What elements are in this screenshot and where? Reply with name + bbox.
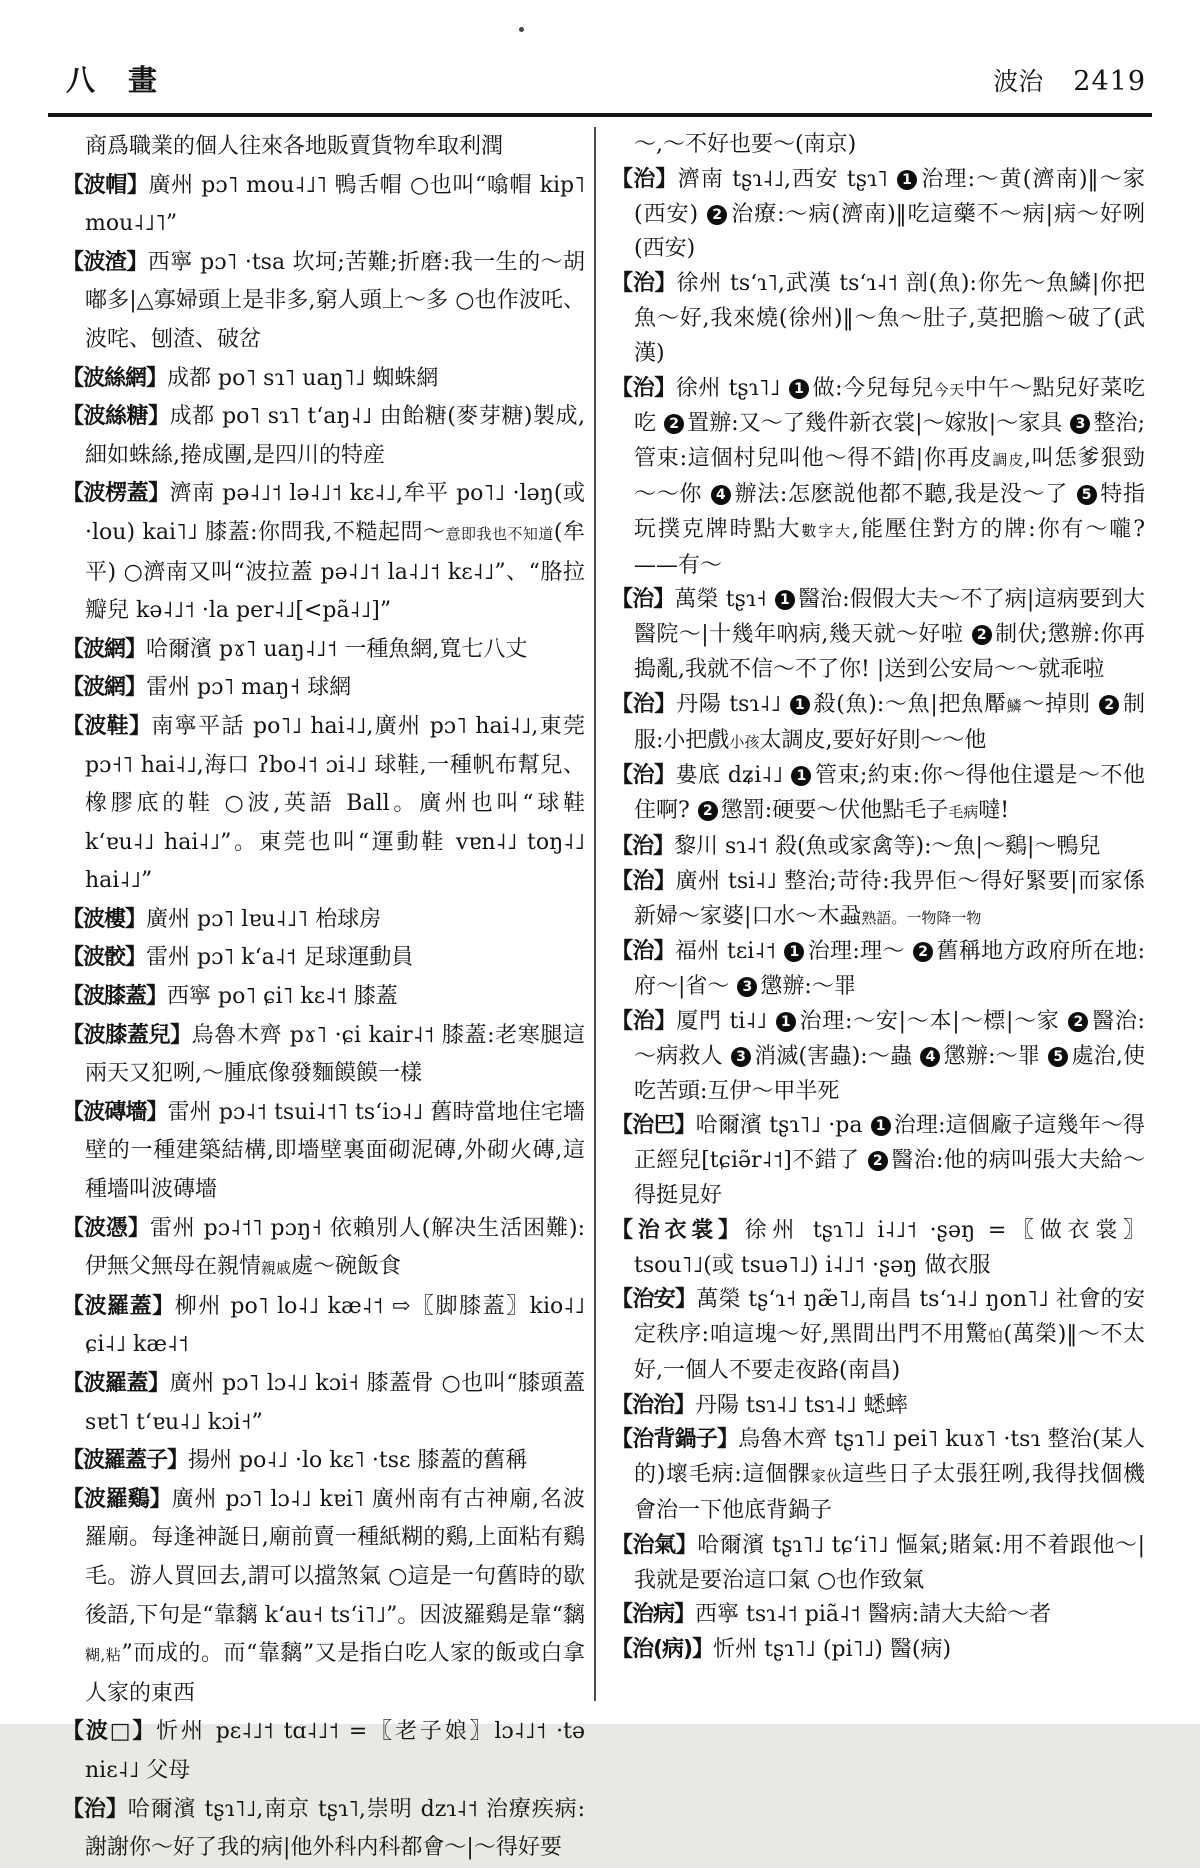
- entry-text: 烏魯木齊 tʂɿ˥˩ pei˥ kuɤ˥ ·tsɿ 整治(某人的)壞毛病:這個髁: [634, 1427, 1145, 1488]
- entry-text: 哈爾濱 tʂɿ˥˩ ·pa: [695, 1113, 870, 1139]
- entry-text: 西寧 tsɿ˨˦ piã˨˦ 醫病:請大夫給～者: [695, 1602, 1052, 1628]
- headword: 【波樓】: [62, 906, 147, 932]
- sense-number-badge: 3: [731, 1047, 751, 1067]
- entry-text: 萬榮 tʂɿ˧: [674, 587, 774, 613]
- dict-entry: [62, 1017, 585, 1094]
- headword: 【治】: [62, 1796, 128, 1822]
- entry-text: 廣州 pɔ˥ lɐu˨˩˥ 枱球房: [146, 906, 382, 932]
- entry-text: 醫治:假假大夫～不了病|這病要到大醫院～|十幾年吶病,幾天就～好啦: [634, 587, 1145, 648]
- sense-number-badge: 5: [1048, 1047, 1068, 1067]
- sense-number-badge: 1: [871, 1116, 891, 1136]
- entry-text: 整治;管束:這個村兒叫他～得不錯|你再皮: [634, 411, 1146, 472]
- dict-entry: [611, 163, 1145, 267]
- small-annotation: 毛病: [948, 803, 979, 822]
- headword: 【治背鍋子】: [611, 1427, 739, 1453]
- small-annotation: 熟語。一物降一物: [861, 908, 982, 927]
- entry-text: 懲罰:硬要～伏他點毛子: [720, 798, 949, 824]
- headword: 【波網】: [62, 675, 147, 701]
- entry-text: 濟南 tʂɿ˨˩,西安 tʂɿ˥: [677, 166, 897, 192]
- dict-entry: [611, 1005, 1145, 1109]
- headword: 【波羅鷄】: [62, 1486, 172, 1512]
- entry-text: 特指玩撲克牌時點大: [634, 481, 1145, 542]
- small-annotation: 小孩: [729, 732, 760, 751]
- entry-text: 徐州 tʂɿ˥˩: [675, 375, 788, 401]
- entry-text: 哈爾濱 tʂɿ˥˩ tɕʻi˥˩ 慪氣;賭氣:用不着跟他～|我就是要治這口氣 ○也作致氣: [634, 1532, 1145, 1593]
- small-annotation: 糊,粘: [85, 1646, 122, 1665]
- entry-text: ～掉則: [1022, 691, 1099, 717]
- entry-text: 制伏;懲辦:你再搗亂,我就不信～不了你! |送到公安局～～就乖啦: [634, 622, 1146, 682]
- headword: 【波骹】: [62, 945, 147, 971]
- sense-number-badge: 1: [784, 942, 804, 962]
- entry-text: ,能壓住對方的牌:你有～嚨? ——有～: [634, 516, 1145, 578]
- entry-text: 徐州 tsʻɿ˥,武漢 tsʻɿ˨˦ 剖(魚):你先～魚鱗|你把魚～好,我來燒(徐州)‖～魚～肚子,莫把膽～破了(武漢): [634, 271, 1145, 366]
- headword: 【治】: [611, 375, 676, 401]
- dict-entry: [611, 830, 1145, 865]
- dict-entry: [62, 669, 585, 708]
- entry-text: 雷州 pɔ˥ kʻa˨˦ 足球運動員: [146, 945, 414, 971]
- headword: 【治巴】: [611, 1113, 696, 1139]
- sense-number-badge: 2: [698, 801, 718, 821]
- dict-entry: [62, 631, 585, 670]
- headword: 【波鞋】: [62, 713, 152, 739]
- dict-entry: [611, 1389, 1145, 1424]
- entry-text: 揚州 po˨˩ ·lo kɛ˥ ·tsɛ 膝蓋的舊稱: [188, 1448, 528, 1474]
- entry-text: 黎川 sɿ˨˦ 殺(魚或家禽等):～魚|～鷄|～鴨兒: [674, 833, 1101, 859]
- sense-number-badge: 4: [920, 1047, 940, 1067]
- entry-text: 成都 po˥ sɿ˥ tʻaŋ˨˩ 由飴糖(麥芽糖)製成,細如蛛絲,捲成團,是四川的特産: [85, 404, 585, 468]
- headword: 【治氣】: [611, 1532, 698, 1558]
- small-annotation: 調皮: [992, 451, 1025, 470]
- entry-text: 治理:～黄(濟南)‖～家(西安): [634, 166, 1145, 227]
- dict-entry: [62, 1365, 585, 1442]
- entry-text: 忻州 tʂɿ˥˩ (pi˥˩) 醫(病): [713, 1637, 952, 1663]
- entry-text: 雷州 pɔ˨˦˥ pɔŋ˧ 依賴別人(解决生活困難):伊無父無母在親情: [85, 1215, 585, 1280]
- headword: 【波□】: [62, 1719, 157, 1745]
- small-annotation: 今天: [933, 380, 965, 399]
- headword: 【治治】: [611, 1392, 696, 1418]
- headword: 【波楞蓋】: [62, 481, 170, 507]
- dict-entry: [611, 1529, 1145, 1599]
- headword: 【治】: [611, 587, 675, 613]
- sense-number-badge: 2: [868, 1151, 888, 1171]
- entry-text: 置辦:又～了幾件新衣裳|～嫁妝|～家具: [687, 411, 1070, 437]
- dict-entry: [62, 1094, 585, 1210]
- sense-number-badge: 2: [664, 414, 684, 434]
- entry-text: 廣州 pɔ˥ lɔ˨˩ kɔi˧ 膝蓋骨 ○也叫“膝頭蓋 sɐt˥ tʻɐu˨˩ kɔi˧”: [85, 1371, 585, 1435]
- dict-entry: [611, 1283, 1145, 1388]
- headword: 【治】: [611, 1008, 677, 1034]
- entry-text: 醫治:～病救人: [634, 1008, 1145, 1069]
- entry-text: 忻州 pɛ˨˩˦ tɑ˨˩˦ =〖老子娘〗lɔ˨˩˦ ·tə niɛ˨˩ 父母: [85, 1719, 585, 1783]
- entry-continuation: [611, 128, 1145, 163]
- headword: 【治】: [611, 166, 678, 192]
- dict-entry: [62, 244, 585, 360]
- small-annotation: 鱗: [1006, 696, 1023, 715]
- dict-entry: [62, 360, 585, 399]
- entry-text: 濟南 pə˨˩˦ lə˨˩˦ kɛ˨˩,牟平 po˥˩ ·ləŋ(或 ·lou) kai˥˩ 膝蓋:你問我,不糙起問～: [85, 481, 585, 545]
- sense-number-badge: 2: [972, 625, 992, 645]
- dict-entry: [611, 865, 1145, 936]
- headword: 【波帽】: [62, 172, 149, 198]
- entry-text: 柳州 po˥ lo˨˩ kæ˨˦ ⇨〖脚膝蓋〗kio˨˩ ɕi˨˩ kæ˨˦: [85, 1293, 585, 1358]
- entry-text: ,叫恁爹狠勁～～你: [634, 446, 1146, 507]
- dict-entry: [62, 1791, 585, 1868]
- dict-entry: [611, 1214, 1145, 1284]
- headword: 【波網】: [62, 636, 147, 662]
- entry-text: 處治,使吃苦頭:互伊～甲半死: [634, 1043, 1146, 1104]
- running-head-section: 八 畫: [66, 63, 160, 97]
- dict-entry: [62, 1288, 585, 1365]
- entry-text: 治理:這個廠子這幾年～得正經兒[tɕiə̃r˨˦]不錯了: [634, 1113, 1145, 1174]
- entry-text: 丹陽 tsɿ˨˩ tsɿ˨˩ 蟋蟀: [695, 1392, 908, 1418]
- entry-text: 治理:～安|～本|～標|～家: [798, 1008, 1068, 1034]
- headword: 【波羅蓋】: [62, 1371, 170, 1396]
- entry-text: 這些日子太張狂咧,我得找個機會治一下他底背鍋子: [634, 1462, 1145, 1524]
- entry-text: 雷州 pɔ˨˦ tsui˨˦˥ tsʻiɔ˨˩ 舊時當地住宅墻壁的一種建築結構,即墻壁裏面砌泥磚,外砌火磚,這種墻叫波磚墻: [85, 1099, 585, 1203]
- entry-text: 太調皮,要好好則～～他: [759, 727, 987, 753]
- dict-entry: [62, 978, 585, 1017]
- dict-entry: [611, 1633, 1145, 1668]
- dict-entry: [611, 1109, 1145, 1213]
- entry-text: 徐州 tʂɿ˥˩ i˨˩˦ ·ʂəŋ =〖做衣裳〗tsou˥˩(或 tsuə˥˩) i˨˩˦ ·ʂəŋ 做衣服: [634, 1217, 1145, 1278]
- entry-text: (牟平) ○濟南又叫“波拉蓋 pə˨˩˦ la˨˩˦ kɛ˨˩”、“胳拉瓣兒 kə˨˩˦ ·la per˨˩[<pã˨˩]”: [85, 519, 585, 624]
- small-annotation: 家伙: [810, 1467, 843, 1486]
- dict-entry: [611, 1598, 1145, 1633]
- dict-entry: [62, 1713, 585, 1790]
- entry-text: 廣州 pɔ˥ lɔ˨˩ kɐi˥ 廣州南有古神廟,名波羅廟。每逢神誕日,廟前賣一種紙糊的鷄,上面粘有鷄毛。游人買回去,謂可以擋煞氣 ○這是一句舊時的歇後語,下句是“靠黐 kʻau˧ tsʻi˥˩”。因波羅鷄是靠“黐: [85, 1486, 585, 1628]
- headword: 【波渣】: [62, 249, 148, 275]
- entry-text: 懲辦:～罪: [760, 974, 856, 1000]
- sense-number-badge: 4: [711, 485, 731, 505]
- sense-number-badge: 1: [897, 170, 917, 190]
- entry-text: 商爲職業的個人往來各地販賣貨物牟取利潤: [85, 134, 504, 159]
- headword: 【波磚墻】: [62, 1099, 168, 1125]
- running-head-thumb-word: 波治: [993, 67, 1044, 96]
- entry-text: 殺(魚):～魚|把魚厴: [812, 691, 1007, 717]
- sense-number-badge: 2: [913, 942, 933, 962]
- dict-entry: [62, 708, 585, 901]
- entry-text: 烏魯木齊 pɤ˥ ·ɕi kair˨˦ 膝蓋:老寒腿這兩天又犯咧,～腫底像發麵饃饃一樣: [85, 1022, 585, 1087]
- header-rule: [48, 113, 1152, 117]
- entry-text: 廣州 tsi˨˩ 整治;苛待:我畀佢～得好緊要|而家係新婦～家婆|口水～木蝨: [634, 868, 1145, 929]
- headword: 【波膝蓋兒】: [62, 1022, 192, 1048]
- entry-text: 制服:小把戲: [634, 691, 1145, 753]
- sense-number-badge: 5: [1077, 485, 1097, 505]
- sense-number-badge: 1: [776, 1012, 796, 1032]
- entry-text: 厦門 ti˨˩: [676, 1008, 775, 1034]
- headword: 【治(病)】: [611, 1637, 714, 1663]
- sense-number-badge: 1: [790, 695, 810, 715]
- sense-number-badge: 1: [775, 590, 795, 610]
- entry-text: 西寧 pɔ˥ ·tsa 坎坷;苦難;折磨:我一生的～胡嘟多|△寡婦頭上是非多,窮人頭上～多 ○也作波吒、波咤、刨渣、破岔: [85, 249, 585, 352]
- entry-text: 做:今兒每兒: [811, 375, 934, 401]
- headword: 【治】: [611, 833, 675, 859]
- sense-number-badge: 2: [707, 205, 727, 225]
- entry-text: 治理:理～: [807, 939, 913, 965]
- column-divider-rule: [594, 127, 596, 1701]
- dict-entry: [611, 1423, 1145, 1528]
- headword: 【治】: [611, 271, 677, 297]
- entry-text: 廣州 pɔ˥ mou˨˩˥ 鴨舌帽 ○也叫“噏帽 kip˥ mou˨˩˥”: [85, 172, 585, 237]
- entry-text: 南寧平話 po˥˩ hai˨˩,廣州 pɔ˥ hai˨˩,東莞 pɔ˧˥ hai˨˩,海口 ʔbo˨˦ ɔi˨˩ 球鞋,一種帆布幫兒、橡膠底的鞋 ○波,英語 Ball。廣州也叫“球鞋 kʻɐu˨˩ hai˨˩”。東莞也叫“運動鞋 vɐn˨˩ toŋ˨˩ hai˨˩”: [85, 713, 585, 894]
- headword: 【波膝蓋】: [62, 984, 168, 1010]
- scan-artifact-dot: [519, 27, 524, 32]
- headword: 【波絲網】: [62, 365, 168, 391]
- running-head-right: [993, 62, 1146, 98]
- entry-text: 成都 po˥ sɿ˥ uaŋ˥˩ 蜘蛛網: [167, 365, 439, 391]
- small-annotation: 意即我也不知道: [445, 524, 554, 543]
- dict-entry: [62, 1442, 585, 1481]
- entry-text: ”而成的。而“靠黐”又是指白吃人家的飯或白拿人家的東西: [85, 1641, 585, 1706]
- sense-number-badge: 3: [1070, 414, 1090, 434]
- entry-text: 消滅(害蟲):～蟲: [753, 1043, 920, 1069]
- headword: 【波絲糖】: [62, 404, 170, 430]
- small-annotation: 親戚: [261, 1259, 292, 1278]
- entry-text: 西寧 po˥ ɕi˥ kɛ˨˦ 膝蓋: [167, 984, 398, 1010]
- dict-entry: [62, 939, 585, 978]
- dict-entry: [62, 167, 585, 244]
- dict-entry: [611, 935, 1145, 1005]
- headword: 【波羅蓋】: [62, 1293, 175, 1319]
- entry-text: 辦法:怎麽説他都不聽,我是没～了: [733, 481, 1076, 507]
- entry-text: 雷州 pɔ˥ maŋ˧ 球網: [146, 675, 352, 701]
- sense-number-badge: 2: [1099, 695, 1119, 715]
- page-number: 2419: [1073, 66, 1146, 97]
- headword: 【治衣裳】: [611, 1217, 745, 1243]
- headword: 【治病】: [611, 1602, 696, 1628]
- right-column: [611, 128, 1145, 1668]
- dict-entry: [62, 1481, 585, 1714]
- sense-number-badge: 2: [1068, 1012, 1088, 1032]
- dict-entry: [62, 475, 585, 630]
- entry-text: 萬榮 tʂʻɿ˧ ŋæ̃˥˩,南昌 tsʻɿ˨˩ ŋon˥˩ 社會的安定秩序:咱這塊～好,黑間出門不用驚: [634, 1287, 1145, 1348]
- entry-text: 丹陽 tsɿ˨˩: [676, 691, 789, 717]
- dict-entry: [611, 688, 1145, 760]
- entry-text: 醫治:他的病叫張大夫給～得挺見好: [634, 1148, 1146, 1208]
- small-annotation: 怕: [987, 1327, 1004, 1346]
- entry-text: (萬榮)‖～不太好,一個人不要走夜路(南昌): [634, 1322, 1145, 1383]
- entry-text: 噠!: [978, 798, 1010, 824]
- entry-text: 舊稱地方政府所在地:府～|省～: [634, 939, 1145, 1000]
- left-column: [62, 128, 585, 1868]
- dict-entry: [611, 372, 1145, 584]
- sense-number-badge: 1: [791, 766, 811, 786]
- sense-number-badge: 1: [789, 379, 809, 399]
- entry-text: 處～碗飯食: [291, 1254, 402, 1280]
- headword: 【波憑】: [62, 1215, 150, 1241]
- entry-text: 中午～點兒好菜吃吃: [634, 375, 1145, 437]
- entry-text: ～,～不好也要～(南京): [634, 132, 857, 157]
- dict-entry: [62, 398, 585, 475]
- entry-text: 管束;約束:你～得他住還是～不他住啊?: [634, 763, 1145, 824]
- headword: 【波羅蓋子】: [62, 1448, 189, 1474]
- dict-entry: [611, 267, 1145, 371]
- entry-text: 治療:～病(濟南)‖吃這藥不～病|病～好咧(西安): [634, 201, 1145, 262]
- entry-text: 福州 tɛi˨˦: [675, 939, 784, 965]
- entry-text: 懲辦:～罪: [943, 1043, 1048, 1069]
- headword: 【治】: [611, 868, 676, 894]
- headword: 【治】: [611, 939, 676, 965]
- entry-continuation: [62, 128, 585, 167]
- headword: 【治】: [611, 763, 676, 789]
- entry-text: 婁底 dʑi˨˩: [675, 763, 791, 789]
- dict-entry: [62, 1210, 585, 1288]
- dict-entry: [611, 759, 1145, 830]
- dict-entry: [62, 901, 585, 940]
- headword: 【治安】: [611, 1287, 697, 1313]
- sense-number-badge: 3: [737, 977, 757, 997]
- dict-entry: [611, 583, 1145, 687]
- headword: 【治】: [611, 691, 677, 717]
- small-annotation: 數字大: [801, 521, 853, 540]
- entry-text: 哈爾濱 pɤ˥ uaŋ˨˩˦ 一種魚網,寬七八丈: [146, 636, 528, 662]
- entry-text: 哈爾濱 tʂɿ˥˩,南京 tʂɿ˥,崇明 dzɿ˨˦ 治療疾病:謝謝你～好了我的病|他外科内科都會～|～得好要: [85, 1796, 585, 1861]
